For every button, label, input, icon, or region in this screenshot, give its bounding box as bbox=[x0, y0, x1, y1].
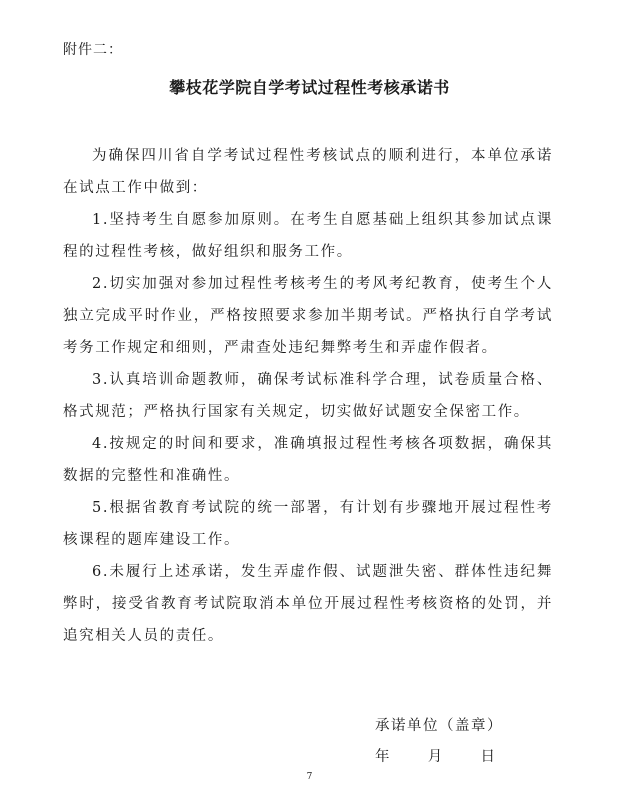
signature-date bbox=[375, 745, 495, 766]
pledge-item-6: 6.未履行上述承诺，发生弄虚作假、试题泄失密、群体性违纪舞弊时，接受省教育考试院取消本单位开展过程性考核资格的处罚，并追究相关人员的责任。 bbox=[63, 564, 553, 644]
signature-unit: 承诺单位（盖章） bbox=[375, 718, 503, 734]
document-body bbox=[63, 140, 553, 652]
intro-paragraph: 为确保四川省自学考试过程性考核试点的顺利进行，本单位承诺在试点工作中做到： bbox=[63, 148, 553, 196]
date-day: 日 bbox=[480, 749, 495, 765]
pledge-item-5: 5.根据省教育考试院的统一部署，有计划有步骤地开展过程性考核课程的题库建设工作。 bbox=[63, 500, 553, 548]
attachment-label: 附件二： bbox=[63, 42, 123, 58]
page-number: 7 bbox=[306, 772, 313, 782]
date-month: 月 bbox=[427, 749, 443, 765]
pledge-item-4: 4.按规定的时间和要求，准确填报过程性考核各项数据，确保其数据的完整性和准确性。 bbox=[63, 436, 553, 484]
document-title: 攀枝花学院自学考试过程性考核承诺书 bbox=[169, 78, 450, 97]
pledge-item-3: 3.认真培训命题教师，确保考试标准科学合理，试卷质量合格、格式规范；严格执行国家有关规定，切实做好试题安全保密工作。 bbox=[63, 372, 553, 420]
pledge-item-2: 2.切实加强对参加过程性考核考生的考风考纪教育，使考生个人独立完成平时作业，严格按照要求参加半期考试。严格执行自学考试考务工作规定和细则，严肃查处违纪舞弊考生和弄虚作假者。 bbox=[63, 276, 553, 356]
pledge-item-1: 1.坚持考生自愿参加原则。在考生自愿基础上组织其参加试点课程的过程性考核，做好组织和服务工作。 bbox=[63, 212, 553, 260]
date-year: 年 bbox=[375, 749, 390, 765]
